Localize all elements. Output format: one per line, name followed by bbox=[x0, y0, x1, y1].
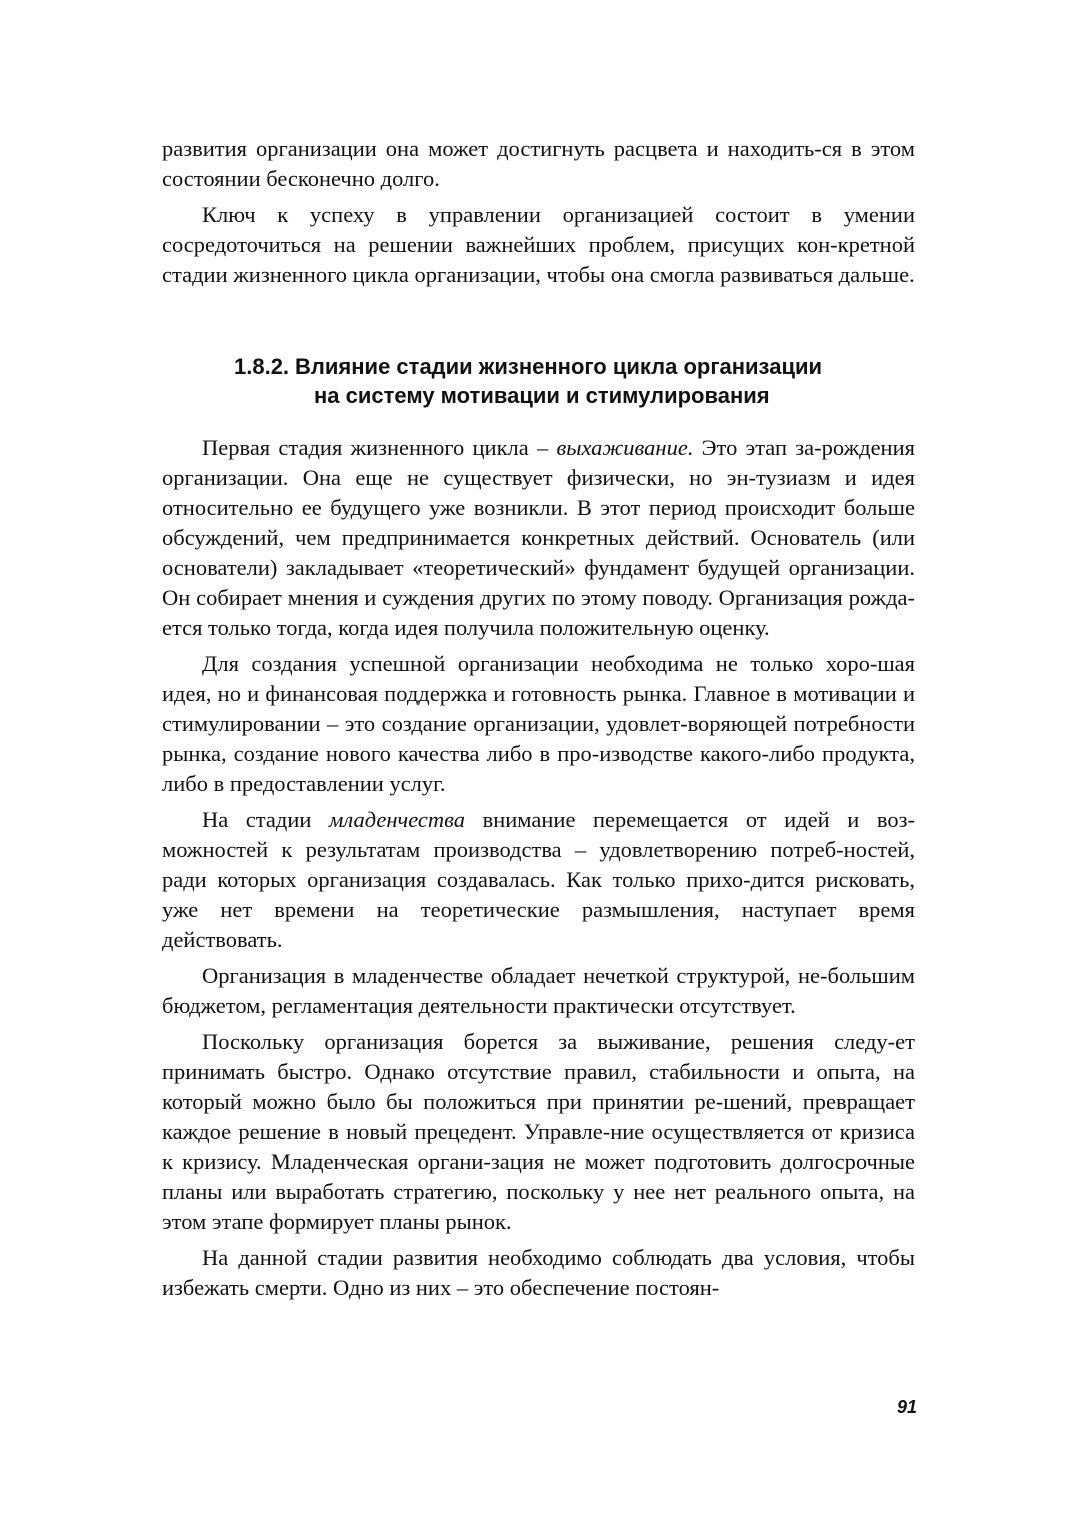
top-text-block bbox=[162, 134, 915, 290]
text-run: На стадии bbox=[202, 807, 329, 832]
key-to-success-paragraph: Ключ к успеху в управлении организацией состоит в умении сосредоточиться на решении важнейших проблем, присущих кон-кретной стадии жизненного цикла организации, чтобы она смогла развиваться дальше. bbox=[162, 202, 915, 287]
text-run: внимание перемещается от идей и воз-можностей к результатам производства – удовлетворению потреб-ностей, ради которых организация создавалась. Как только прихо-дится рисковать, уже нет времени на теоретические размышления, наступает время действовать. bbox=[162, 807, 915, 952]
section-heading bbox=[162, 352, 915, 410]
continued-paragraph: развития организации она может достигнуть расцвета и находить-ся в этом состоянии бесконечно долго. bbox=[162, 136, 915, 191]
section-title-line-1: Влияние стадии жизненного цикла организации bbox=[295, 354, 823, 379]
term-mladenchestvo: младенчества bbox=[329, 807, 466, 832]
term-vykhazhivanie: выхаживание. bbox=[556, 435, 694, 460]
stage-one-paragraph bbox=[162, 433, 915, 643]
page-number: 91 bbox=[897, 1397, 918, 1417]
section-number: 1.8.2. bbox=[234, 354, 290, 379]
successful-organization-paragraph: Для создания успешной организации необходима не только хоро-шая идея, но и финансовая поддержка и готовность рынка. Главное в мотивации и стимулировании – это создание организации, удовлет-воряющей потребности рынка, создание нового качества либо в про-изводстве какого-либо продукта, либо в предоставлении услуг. bbox=[162, 651, 915, 796]
text-run: Это этап за-рождения организации. Она еще не существует физически, но эн-тузиазм и идея относительно ее будущего уже возникли. В этот период происходит больше обсуждений, чем предпринимается конкретных действий. Основатель (или основатели) закладывает «теоретический» фундамент будущей организации. Он собирает мнения и суждения других по этому поводу. Организация рожда-ется только тогда, когда идея получила положительную оценку. bbox=[162, 435, 915, 640]
survival-paragraph: Поскольку организация борется за выживание, решения следу-ет принимать быстро. Однако отсутствие правил, стабильности и опыта, на который можно было бы положиться при принятии ре-шений, превращает каждое решение в новый прецедент. Управле-ние осуществляется от кризиса к кризису. Младенческая органи-зация не может подготовить долгосрочные планы или выработать стратегию, поскольку у нее нет реального опыта, на этом этапе формирует планы рынок. bbox=[162, 1029, 915, 1234]
infancy-structure-paragraph: Организация в младенчестве обладает нечеткой структурой, не-большим бюджетом, регламентация деятельности практически отсутствует. bbox=[162, 963, 915, 1018]
two-conditions-paragraph: На данной стадии развития необходимо соблюдать два условия, чтобы избежать смерти. Одно из них – это обеспечение постоян- bbox=[162, 1245, 915, 1300]
body-text-block bbox=[162, 433, 915, 1303]
infancy-paragraph bbox=[162, 805, 915, 955]
section-title-line-2: на систему мотивации и стимулирования bbox=[314, 383, 770, 408]
text-run: Первая стадия жизненного цикла – bbox=[202, 435, 557, 460]
